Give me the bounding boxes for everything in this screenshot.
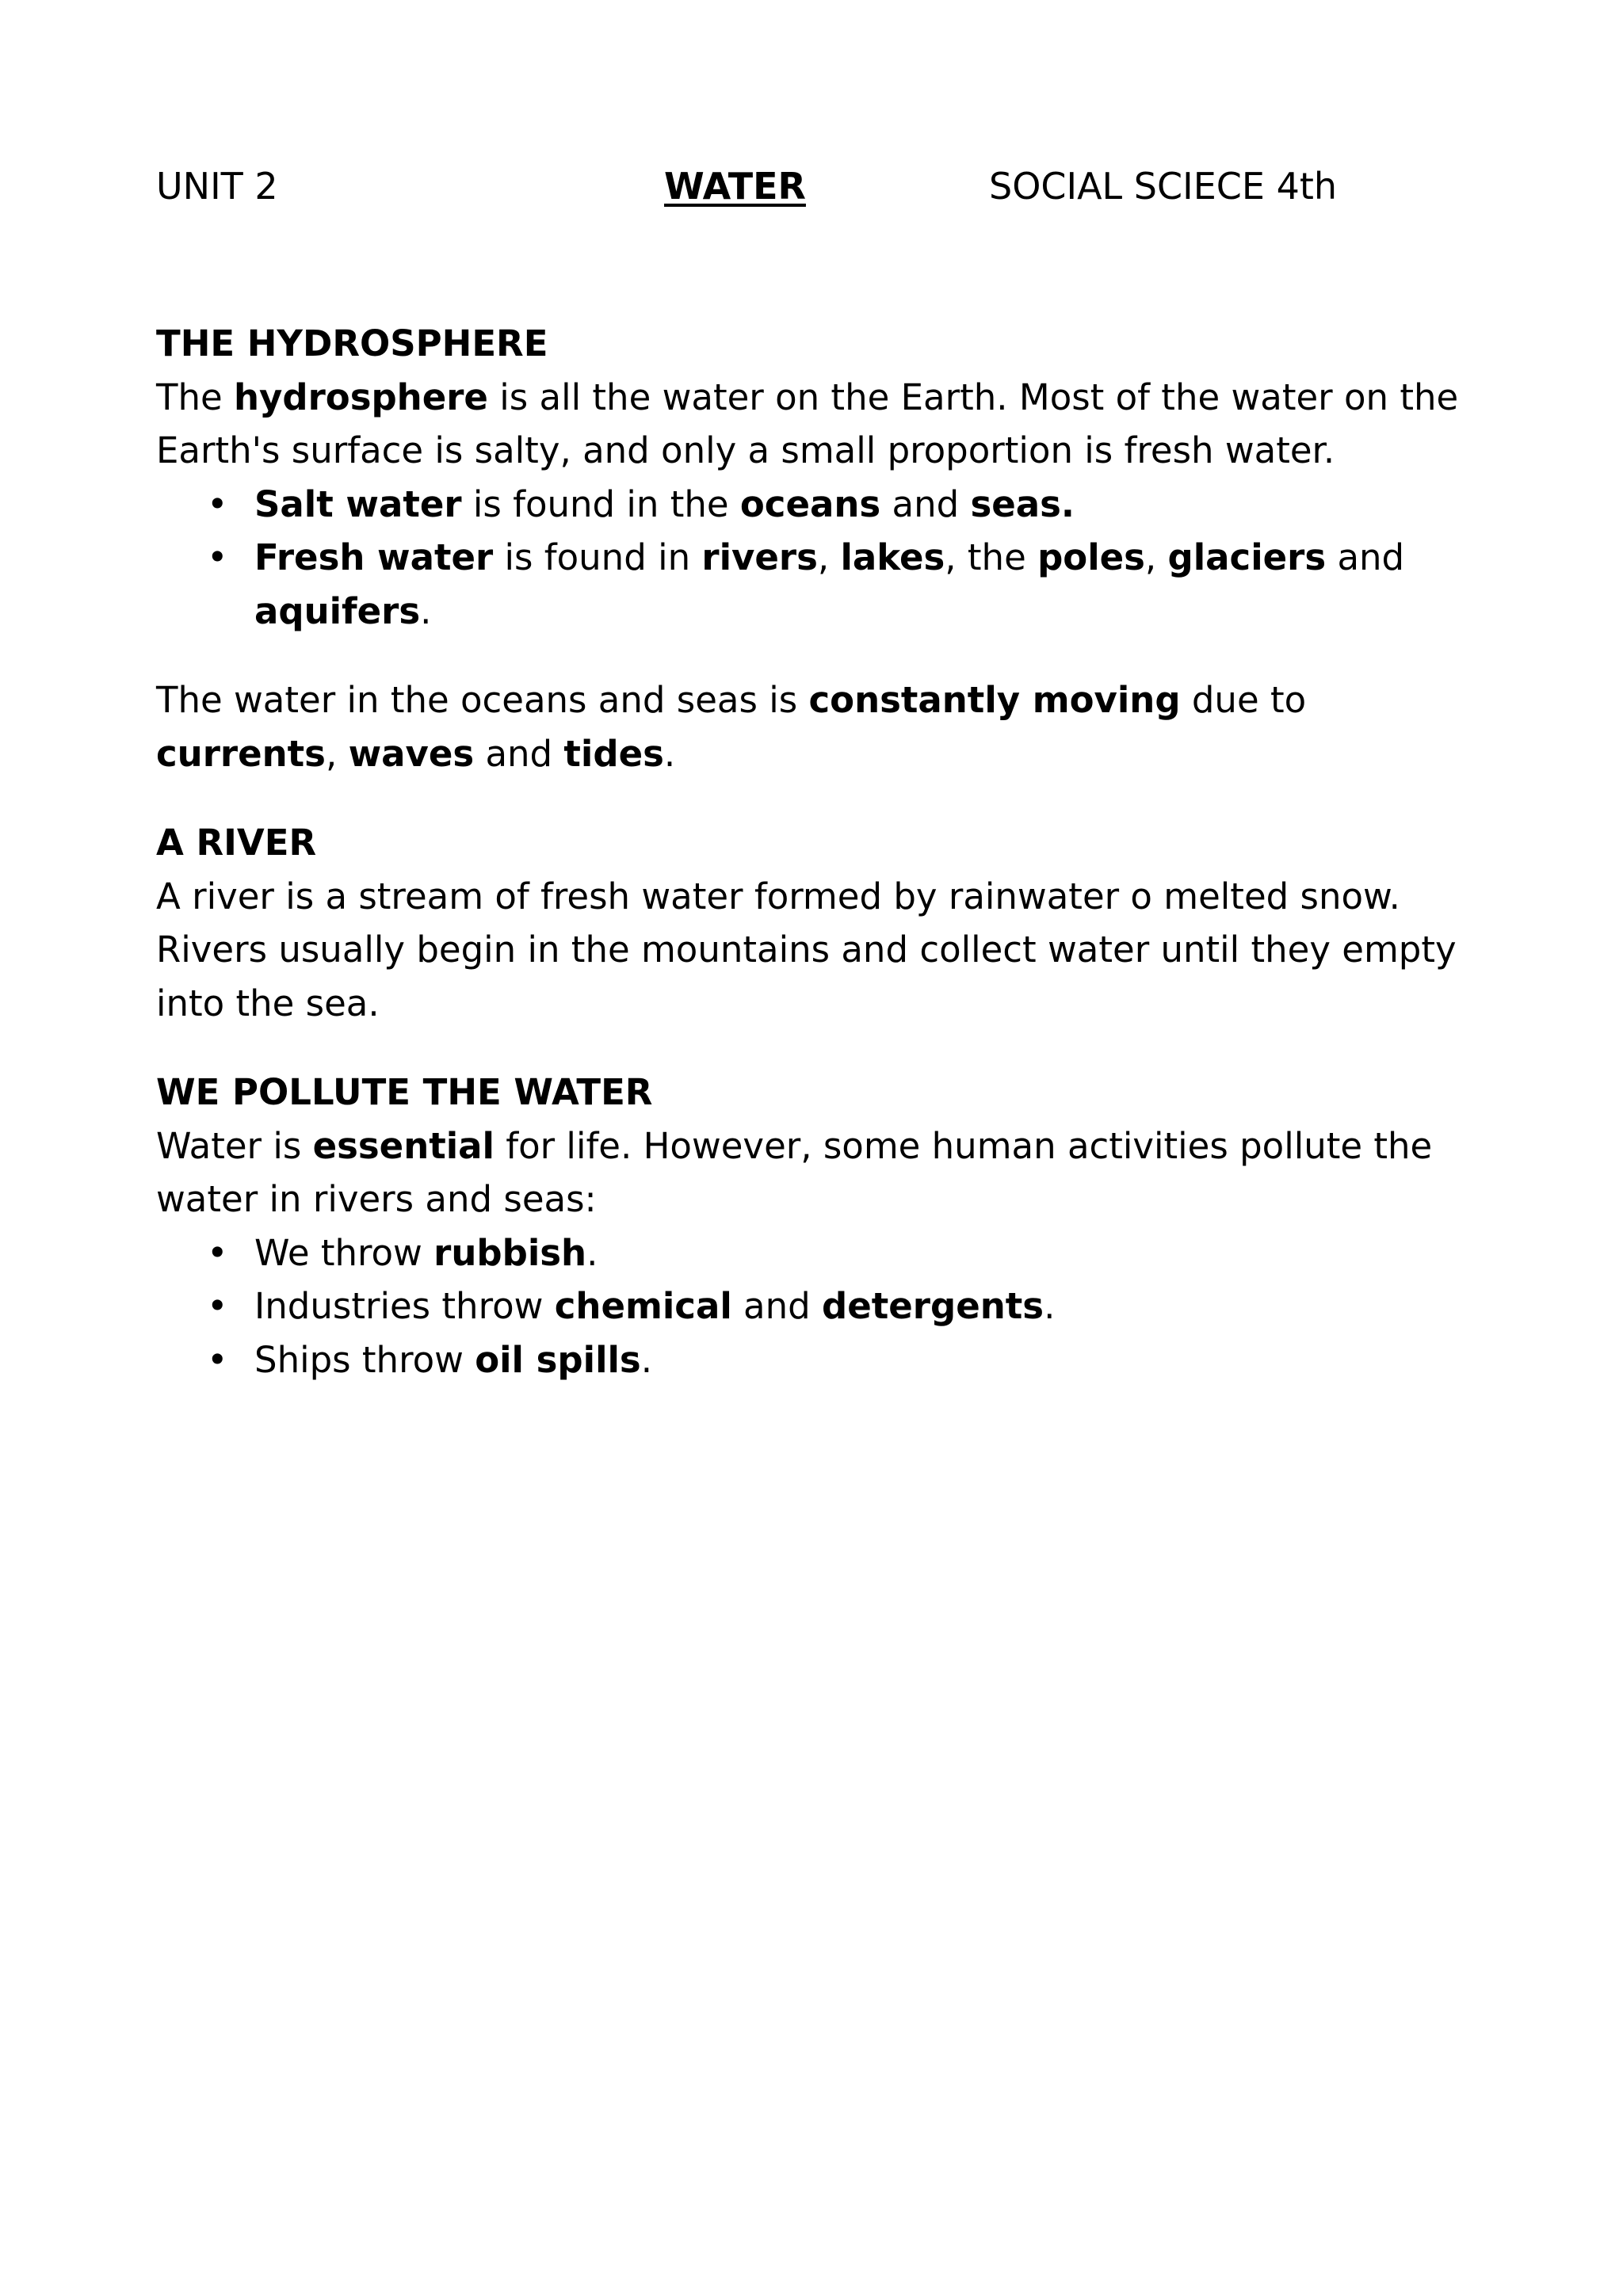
bold-term: currents xyxy=(156,732,326,775)
bold-term: essential xyxy=(312,1124,495,1167)
text-run: . xyxy=(640,1338,653,1381)
text-run: , xyxy=(325,732,349,775)
text-run: and xyxy=(731,1285,823,1327)
list-item xyxy=(254,1333,1472,1387)
text-run: Water is xyxy=(156,1124,313,1167)
list-item xyxy=(254,1226,1472,1280)
text-run: , xyxy=(1144,536,1168,578)
bullet-list xyxy=(156,1226,1472,1387)
text-run: and xyxy=(474,732,564,775)
bold-term: poles xyxy=(1037,536,1145,578)
bold-term: hydrosphere xyxy=(234,376,488,418)
section-heading: WE POLLUTE THE WATER xyxy=(156,1071,653,1113)
text-run: . xyxy=(586,1231,598,1274)
text-run: and xyxy=(1326,536,1405,578)
paragraph xyxy=(156,371,1472,478)
text-run: , xyxy=(817,536,841,578)
course-label: SOCIAL SCIECE 4th xyxy=(989,165,1338,208)
bold-term: rubbish xyxy=(433,1231,587,1274)
paragraph xyxy=(156,673,1472,780)
bold-term: Fresh water xyxy=(254,536,494,578)
list-item xyxy=(254,1280,1472,1333)
bold-term: seas. xyxy=(970,482,1075,525)
bold-term: aquifers xyxy=(254,589,421,632)
bold-term: Salt water xyxy=(254,482,462,525)
bold-term: lakes xyxy=(840,536,945,578)
bold-term: waves xyxy=(348,732,475,775)
text-run: . xyxy=(1044,1285,1056,1327)
text-run: is all the water on the Earth. Most of the water on the Earth's surface is salty, and only a small proportion is fresh water. xyxy=(156,376,1459,471)
text-run: and xyxy=(880,482,971,525)
section-heading: A RIVER xyxy=(156,822,317,864)
text-run: The xyxy=(156,376,234,418)
bold-term: oceans xyxy=(739,482,881,525)
bold-term: rivers xyxy=(701,536,818,578)
bullet-list xyxy=(156,478,1472,639)
text-run: due to xyxy=(1180,679,1307,721)
text-run: We throw xyxy=(254,1231,434,1274)
unit-label: UNIT 2 xyxy=(156,165,278,208)
text-run: Ships throw xyxy=(254,1338,475,1381)
document-body xyxy=(156,317,1472,1386)
list-item xyxy=(254,478,1472,532)
bold-term: tides xyxy=(563,732,664,775)
list-item xyxy=(254,531,1472,638)
text-run: is found in xyxy=(493,536,702,578)
text-run: is found in the xyxy=(461,482,740,525)
bold-term: oil spills xyxy=(475,1338,641,1381)
text-run: Industries throw xyxy=(254,1285,555,1327)
bold-term: detergents xyxy=(822,1285,1044,1327)
section-heading: THE HYDROSPHERE xyxy=(156,322,548,364)
paragraph: A river is a stream of fresh water formed by rainwater o melted snow. Rivers usually begin in the mountains and collect water until they empty into the sea. xyxy=(156,875,1457,1024)
text-run: . xyxy=(420,589,432,632)
bold-term: chemical xyxy=(554,1285,732,1327)
bold-term: constantly moving xyxy=(808,679,1181,721)
section-hydrosphere xyxy=(156,317,1472,780)
page-title: WATER xyxy=(664,165,806,208)
bold-term: glaciers xyxy=(1167,536,1327,578)
text-run: , the xyxy=(945,536,1038,578)
paragraph xyxy=(156,1119,1472,1226)
section-pollution xyxy=(156,1066,1472,1386)
section-river xyxy=(156,816,1472,1030)
text-run: for life. However, some human activities pollute the water in rivers and seas: xyxy=(156,1124,1433,1220)
text-run: The water in the oceans and seas is xyxy=(156,679,809,721)
text-run: . xyxy=(663,732,676,775)
